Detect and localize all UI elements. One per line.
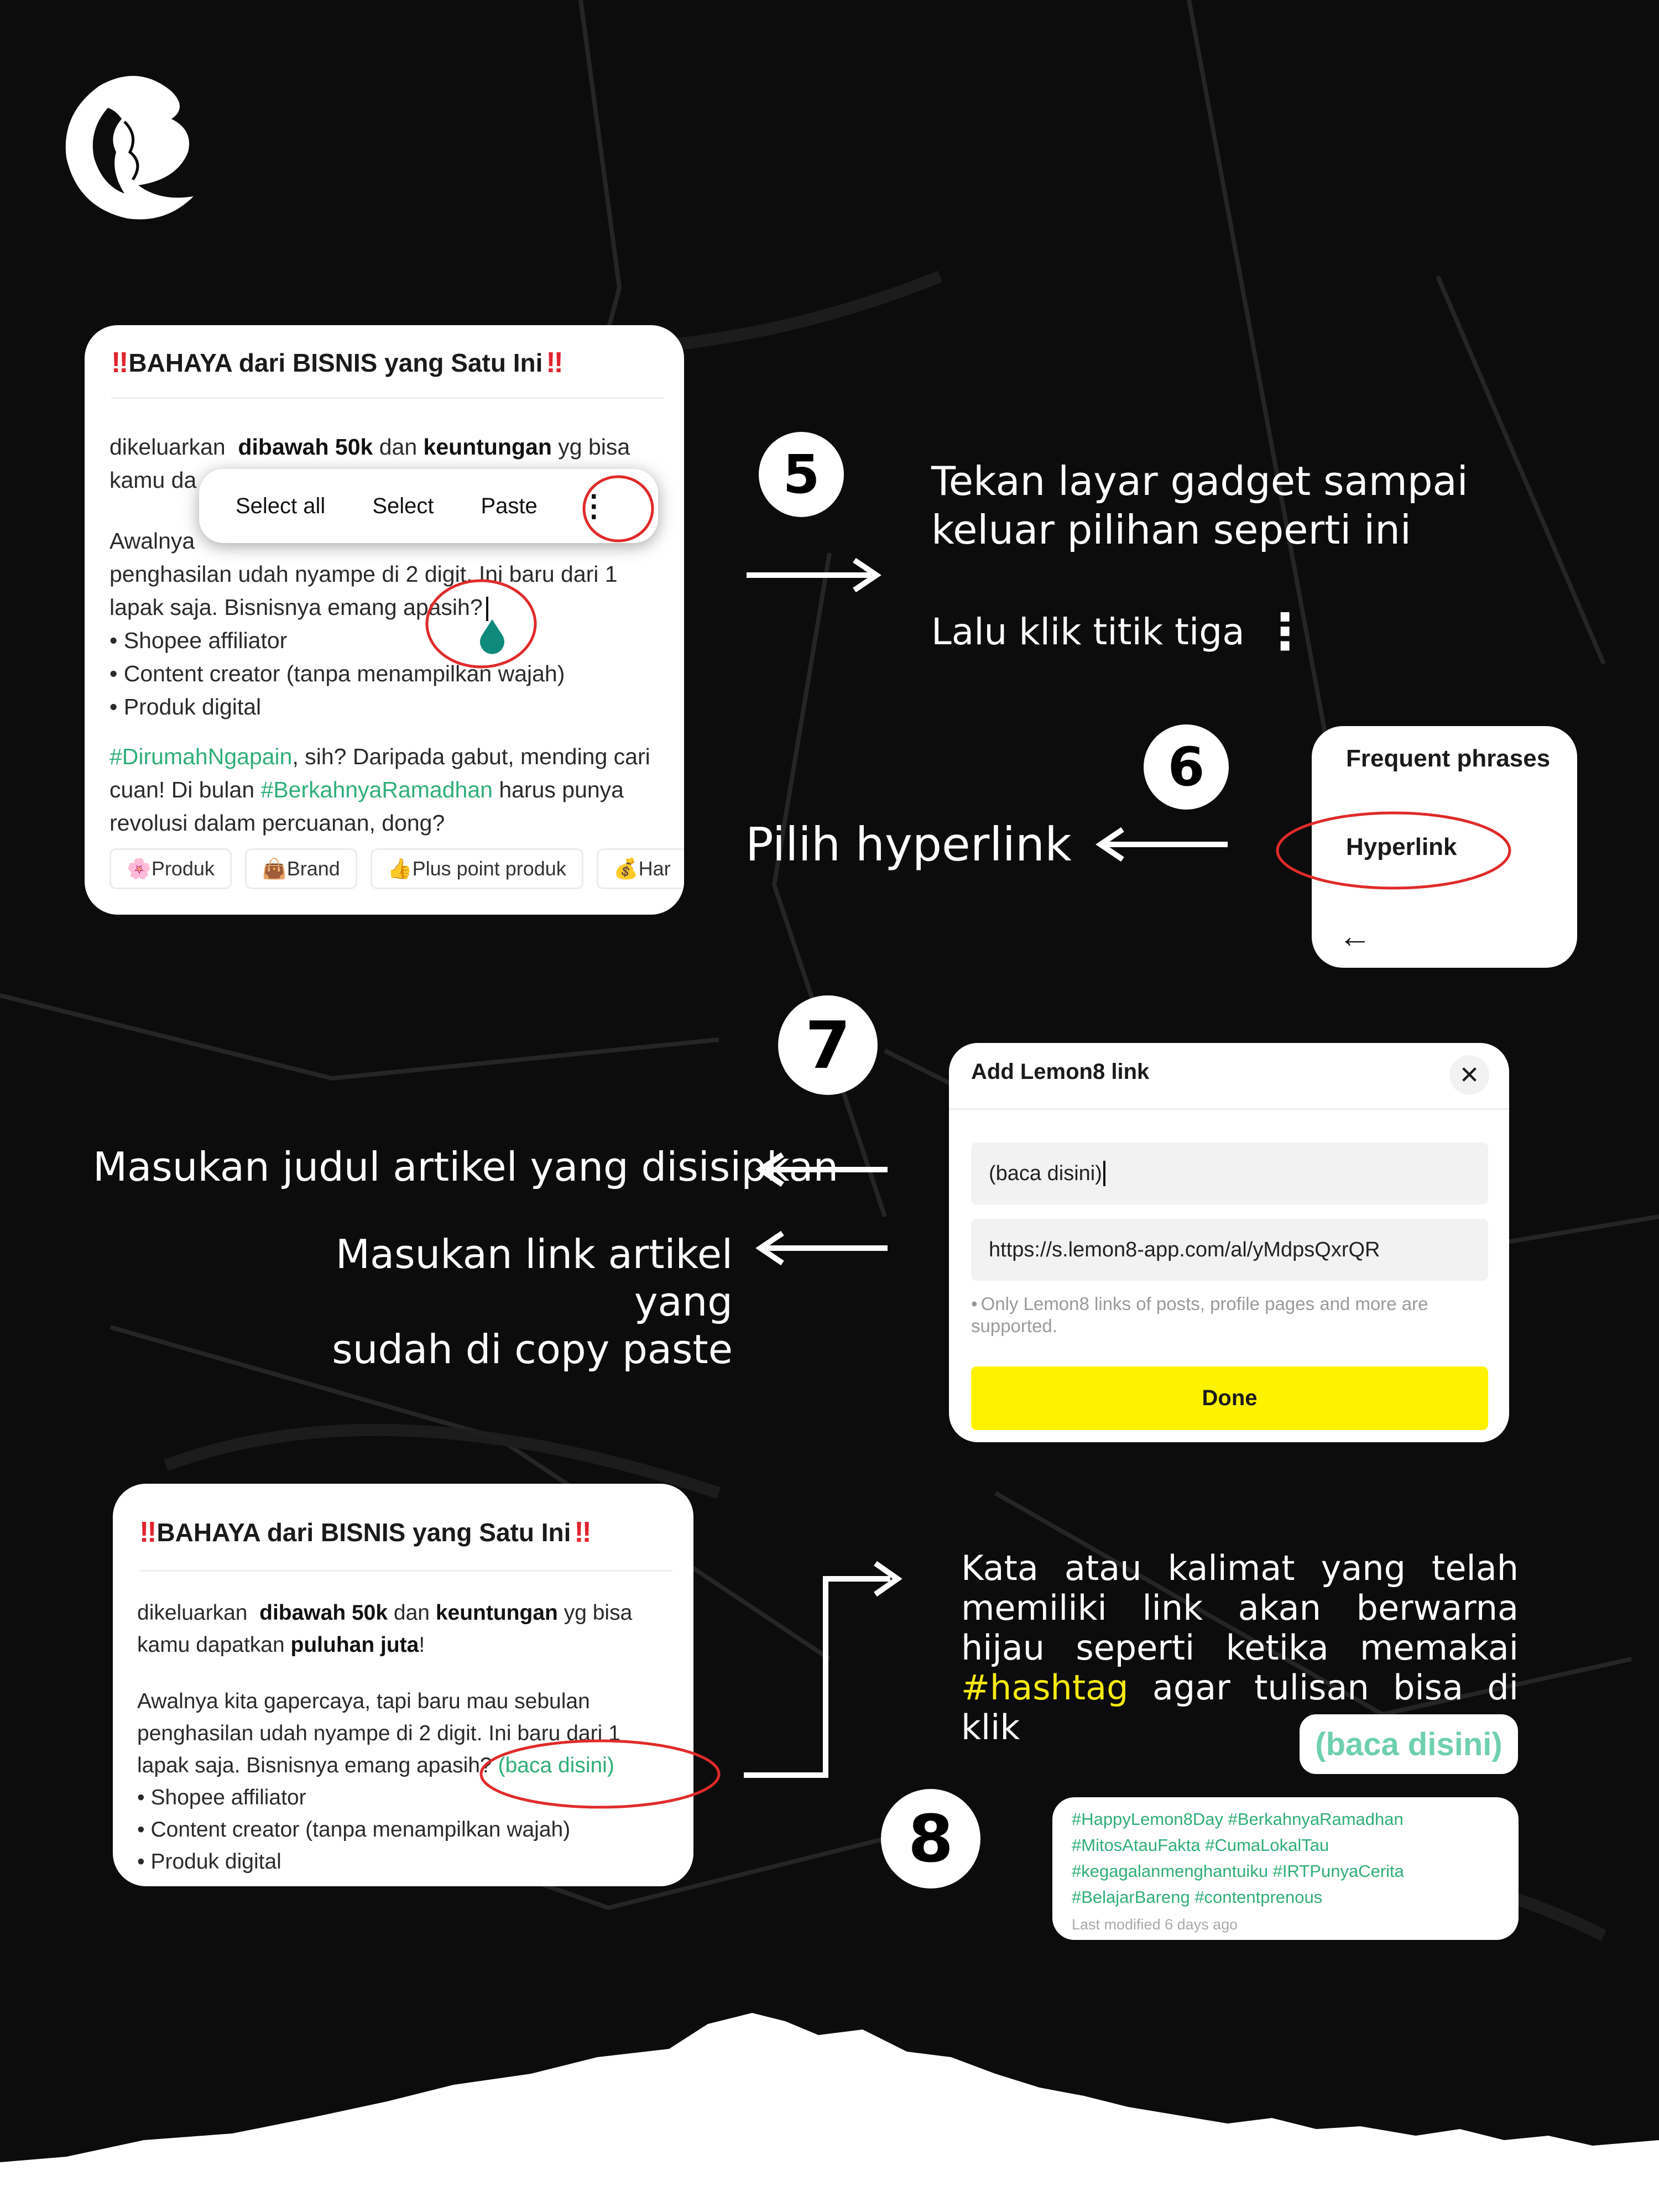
step-5-instruction: Tekan layar gadget sampai keluar pilihan seperti ini xyxy=(931,458,1468,553)
annotation-circle xyxy=(476,1736,730,1814)
text-selection-handle xyxy=(480,619,504,654)
divider xyxy=(111,397,664,399)
chip-produk[interactable]: 🌸Produk xyxy=(109,848,232,889)
step-5-instruction-2: Lalu klik titik tiga ⋮ xyxy=(931,603,1310,661)
select-all-button[interactable]: Select all xyxy=(236,493,326,518)
annotation-circle xyxy=(575,470,658,547)
chip-brand[interactable]: 👜Brand xyxy=(245,848,357,889)
hashtag-link[interactable]: #DirumahNgapain xyxy=(109,744,293,769)
hashtag-link[interactable]: #BerkahnyaRamadhan xyxy=(260,777,493,802)
post-paragraph-2[interactable]: Awalnya kita gapercaya, tapi baru mau sebulan penghasilan udah nyampe di 2 digit. Ini baru dari 1 lapak saja. Bisnisnya emang apasih? (baca disini) • Shopee affiliator • Content creator (tanpa menampilkan wajah) • Produk digital xyxy=(137,1689,620,1874)
divider xyxy=(139,1570,672,1572)
chip-harga[interactable]: 💰Har xyxy=(597,848,684,889)
arrow-right-icon xyxy=(744,1554,910,1786)
arrow-left-icon xyxy=(1092,825,1230,864)
back-arrow-icon[interactable]: ← xyxy=(1338,917,1371,954)
hyperlink-item[interactable]: Hyperlink xyxy=(1346,833,1457,860)
arrow-left-icon xyxy=(752,1229,890,1267)
hashtag-card xyxy=(1052,1797,1519,1940)
post-preview-card-result xyxy=(113,1484,693,1886)
annotation-circle xyxy=(1269,807,1524,896)
torn-paper-edge xyxy=(0,1991,1659,2212)
hashtag-highlight: #hashtag xyxy=(961,1667,1129,1708)
step-6-instruction: Pilih hyperlink xyxy=(745,817,1072,872)
post-paragraph-3[interactable]: #DirumahNgapain, sih? Daripada gabut, mending cari cuan! Di bulan #BerkahnyaRamadhan harus punya revolusi dalam percuanan, dong? xyxy=(109,744,650,836)
annotation-circle xyxy=(420,575,542,675)
step-7-instruction-link: Masukan link artikel yang sudah di copy paste xyxy=(332,1231,733,1373)
post-title xyxy=(111,346,560,379)
step-8-badge: 8 xyxy=(881,1789,980,1888)
inline-hyperlink[interactable]: (baca disini) xyxy=(498,1754,614,1777)
arrow-right-icon xyxy=(747,556,885,594)
link-url-input[interactable]: https://s.lemon8-app.com/al/yMdpsQxrQR xyxy=(971,1219,1488,1281)
add-link-dialog xyxy=(949,1043,1509,1442)
post-title-text: BAHAYA dari BISNIS yang Satu Ini xyxy=(128,348,543,377)
link-title-input[interactable]: (baca disini) xyxy=(971,1142,1488,1204)
double-exclamation-icon: ‼ xyxy=(546,347,560,379)
double-exclamation-icon: ‼ xyxy=(111,347,126,379)
step-8-instruction: Kata atau kalimat yang telah memiliki link akan berwarna hijau seperti ketika memakai #hashtag agar tulisan bisa di klik xyxy=(961,1548,1519,1747)
divider xyxy=(949,1108,1509,1110)
more-vertical-icon[interactable]: ⋮ xyxy=(578,489,609,523)
post-title xyxy=(139,1516,588,1549)
double-exclamation-icon: ‼ xyxy=(574,1516,588,1548)
double-exclamation-icon: ‼ xyxy=(139,1516,154,1548)
post-preview-card xyxy=(85,325,684,915)
chip-plus-point[interactable]: 👍Plus point produk xyxy=(371,848,583,889)
step-5-badge: 5 xyxy=(759,432,844,517)
post-title-text: BAHAYA dari BISNIS yang Satu Ini xyxy=(156,1518,571,1547)
tag-chips xyxy=(109,848,684,889)
link-sample-badge: (baca disini) xyxy=(1300,1714,1518,1774)
select-button[interactable]: Select xyxy=(372,493,434,518)
step-7-badge: 7 xyxy=(778,995,878,1095)
close-icon[interactable]: ✕ xyxy=(1449,1055,1489,1095)
paste-button[interactable]: Paste xyxy=(481,493,538,518)
frequent-phrases-item[interactable]: Frequent phrases xyxy=(1346,745,1551,772)
post-paragraph-1[interactable]: dikeluarkan dibawah 50k dan keuntungan yg bisa kamu dapatkan puluhan juta! xyxy=(137,1601,633,1657)
post-paragraph-1[interactable]: dikeluarkan dibawah 50k dan keuntungan yg bisa kamu da xyxy=(109,434,630,493)
text-cursor xyxy=(1103,1161,1105,1186)
step-7-instruction-title: Masukan judul artikel yang disisipkan xyxy=(93,1144,839,1190)
post-paragraph-2[interactable]: Awalnya penghasilan udah nyampe di 2 digit. Ini baru dari 1 lapak saja. Bisnisnya emang apasih? • Shopee affiliator • Content creator (tanpa menampilkan wajah) • Produk digital xyxy=(109,528,618,719)
dialog-note: • Only Lemon8 links of posts, profile pages and more are supported. xyxy=(971,1293,1428,1336)
step-6-badge: 6 xyxy=(1144,724,1229,810)
brand-logo-icon xyxy=(55,69,199,224)
dialog-title: Add Lemon8 link xyxy=(971,1060,1150,1084)
done-button[interactable]: Done xyxy=(971,1366,1488,1430)
last-modified: Last modified 6 days ago xyxy=(1072,1916,1238,1933)
more-vertical-icon: ⋮ xyxy=(1260,603,1310,661)
arrow-left-icon xyxy=(752,1150,890,1189)
hashtag-list[interactable]: #HappyLemon8Day #BerkahnyaRamadhan #MitosAtauFakta #CumaLokalTau #kegagalanmenghantuiku #IRTPunyaCerita #BelajarBareng #contentprenous xyxy=(1072,1809,1404,1907)
